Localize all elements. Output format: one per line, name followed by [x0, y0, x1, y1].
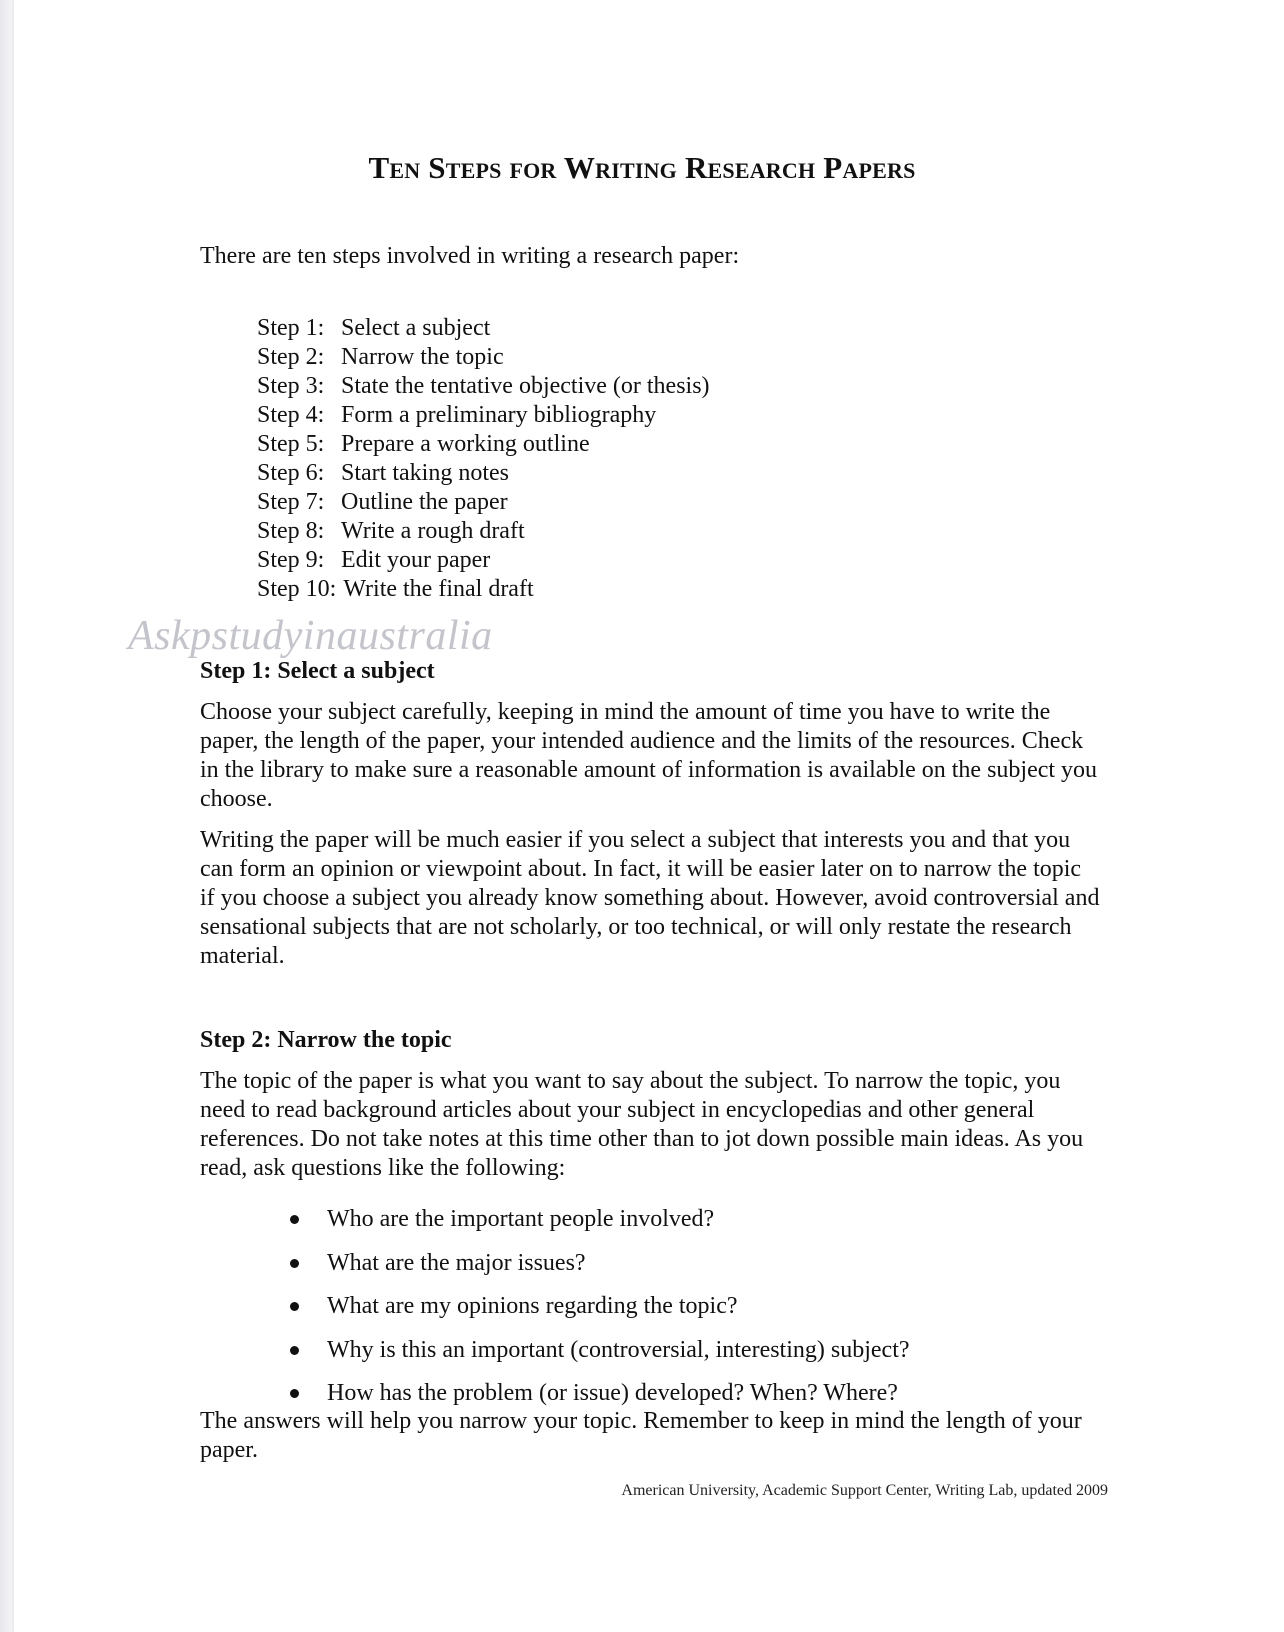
- section1-paragraph-2: Writing the paper will be much easier if you select a subject that interests you and that you can form an opinion or viewpoint about. In fact, it will be easier later on to narrow the topic if you choose a subject you already know something about. However, avoid controversial and sensational subjects that are not scholarly, or too technical, or will only restate the research material.: [200, 827, 1100, 969]
- step-row: [257, 488, 710, 517]
- watermark: Askpstudyinaustralia: [128, 613, 493, 659]
- step-row: [257, 343, 710, 372]
- step-row: [257, 575, 710, 604]
- bullet-icon: [290, 1346, 299, 1355]
- bullet-icon: [290, 1389, 299, 1398]
- section1-paragraph-1: Choose your subject carefully, keeping in mind the amount of time you have to write the paper, the length of the paper, your intended audience and the limits of the resources. Check in the library to make sure a reasonable amount of information is available on the subject you choose.: [200, 699, 1098, 812]
- step-number: Step 3:: [257, 373, 325, 399]
- step-row: [257, 546, 710, 575]
- bullet-icon: [290, 1302, 299, 1311]
- step-row: [257, 401, 710, 430]
- steps-list: [257, 314, 710, 604]
- page-edge: [0, 0, 14, 1632]
- step-number: Step 2:: [257, 344, 325, 370]
- bullet-icon: [290, 1215, 299, 1224]
- list-item-text: What are my opinions regarding the topic?: [327, 1293, 738, 1320]
- question-list: [290, 1198, 910, 1416]
- step-text: Write the final draft: [343, 576, 534, 602]
- step-number: Step 8:: [257, 518, 325, 544]
- step-text: Prepare a working outline: [341, 431, 590, 457]
- bullet-icon: [290, 1259, 299, 1268]
- list-item-text: Why is this an important (controversial, interesting) subject?: [327, 1336, 910, 1363]
- list-item: [290, 1198, 910, 1242]
- list-item: [290, 1242, 910, 1286]
- step-text: Write a rough draft: [341, 518, 525, 544]
- list-item-text: How has the problem (or issue) developed? When? Where?: [327, 1380, 898, 1407]
- step-number: Step 4:: [257, 402, 325, 428]
- step-number: Step 10:: [257, 576, 337, 602]
- step-row: [257, 517, 710, 546]
- section2-paragraph-1: The topic of the paper is what you want to say about the subject. To narrow the topic, you need to read background articles about your subject in encyclopedias and other general references. Do not take notes at this time other than to jot down possible main ideas. As you read, ask questions like the following:: [200, 1068, 1084, 1181]
- step-number: Step 7:: [257, 489, 325, 515]
- section-heading-step2: Step 2: Narrow the topic: [200, 1027, 452, 1053]
- step-number: Step 1:: [257, 315, 325, 341]
- section-heading-step1: Step 1: Select a subject: [200, 658, 435, 684]
- step-number: Step 6:: [257, 460, 325, 486]
- step-row: [257, 314, 710, 343]
- list-item-text: Who are the important people involved?: [327, 1206, 715, 1233]
- step-text: Form a preliminary bibliography: [341, 402, 657, 428]
- list-item-text: What are the major issues?: [327, 1249, 586, 1276]
- step-text: State the tentative objective (or thesis): [341, 373, 710, 399]
- step-text: Select a subject: [341, 315, 491, 341]
- list-item: [290, 1329, 910, 1373]
- footer-credit: American University, Academic Support Center, Writing Lab, updated 2009: [621, 1482, 1108, 1499]
- step-text: Edit your paper: [341, 547, 491, 573]
- step-text: Narrow the topic: [341, 344, 504, 370]
- step-number: Step 5:: [257, 431, 325, 457]
- step-row: [257, 459, 710, 488]
- document-title: Ten Steps for Writing Research Papers: [368, 150, 916, 185]
- step-text: Start taking notes: [341, 460, 509, 486]
- step-text: Outline the paper: [341, 489, 508, 515]
- step-number: Step 9:: [257, 547, 325, 573]
- step-row: [257, 372, 710, 401]
- list-item: [290, 1285, 910, 1329]
- section2-paragraph-2: The answers will help you narrow your topic. Remember to keep in mind the length of your paper.: [200, 1408, 1082, 1463]
- intro-text: There are ten steps involved in writing a research paper:: [200, 243, 740, 269]
- step-row: [257, 430, 710, 459]
